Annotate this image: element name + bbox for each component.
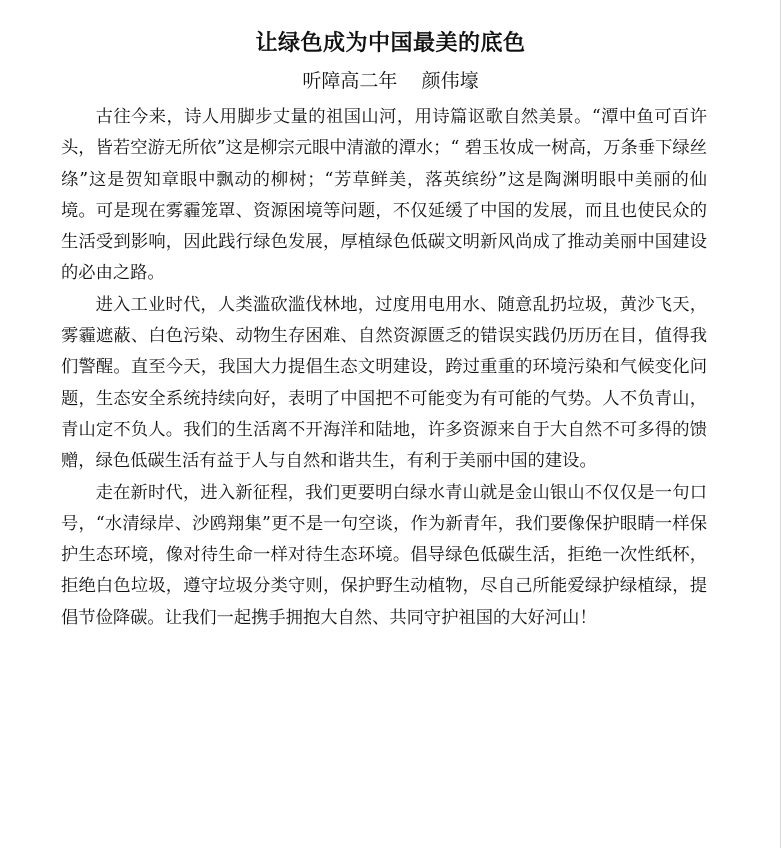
paragraph-3: 走在新时代，进入新征程，我们更要明白绿水青山就是金山银山不仅仅是一句口号，“水清绿岸、沙鸥翔集”更不是一句空谈，作为新青年，我们要像保护眼睛一样保护生态环境，像对待生命一样对待生态环境。倡导绿色低碳生活，拒绝一次性纸杯，拒绝白色垃圾，遵守垃圾分类守则，保护野生动植物，尽自己所能爱绿护绿植绿，提倡节俭降碳。让我们一起携手拥抱大自然、共同守护祖国的大好河山！ — [61, 482, 707, 628]
author-byline: 听障高二年 颜伟壕 — [302, 70, 479, 92]
document-body — [61, 102, 707, 634]
paragraph-1: 古往今来，诗人用脚步丈量的祖国山河，用诗篇讴歌自然美景。“潭中鱼可百许头，皆若空游无所依”这是柳宗元眼中清澈的潭水；“ 碧玉妆成一树高，万条垂下绿丝绦”这是贺知章眼中飘动的柳树；“芳草鲜美，落英缤纷”这是陶渊明眼中美丽的仙境。可是现在雾霾笼罩、资源困境等问题，不仅延缓了中国的发展，而且也使民众的生活受到影响，因此践行绿色发展，厚植绿色低碳文明新风尚成了推动美丽中国建设的必由之路。 — [61, 107, 707, 284]
document-title: 让绿色成为中国最美的底色 — [255, 30, 526, 56]
paragraph-2: 进入工业时代，人类滥砍滥伐林地，过度用电用水、随意乱扔垃圾，黄沙飞天，雾霾遮蔽、白色污染、动物生存困难、自然资源匮乏的错误实践仍历历在目，值得我们警醒。直至今天，我国大力提倡生态文明建设，跨过重重的环境污染和气候变化问题，生态安全系统持续向好，表明了中国把不可能变为有可能的气势。人不负青山，青山定不负人。我们的生活离不开海洋和陆地，许多资源来自于大自然不可多得的馈赠，绿色低碳生活有益于人与自然和谐共生，有利于美丽中国的建设。 — [61, 294, 707, 472]
